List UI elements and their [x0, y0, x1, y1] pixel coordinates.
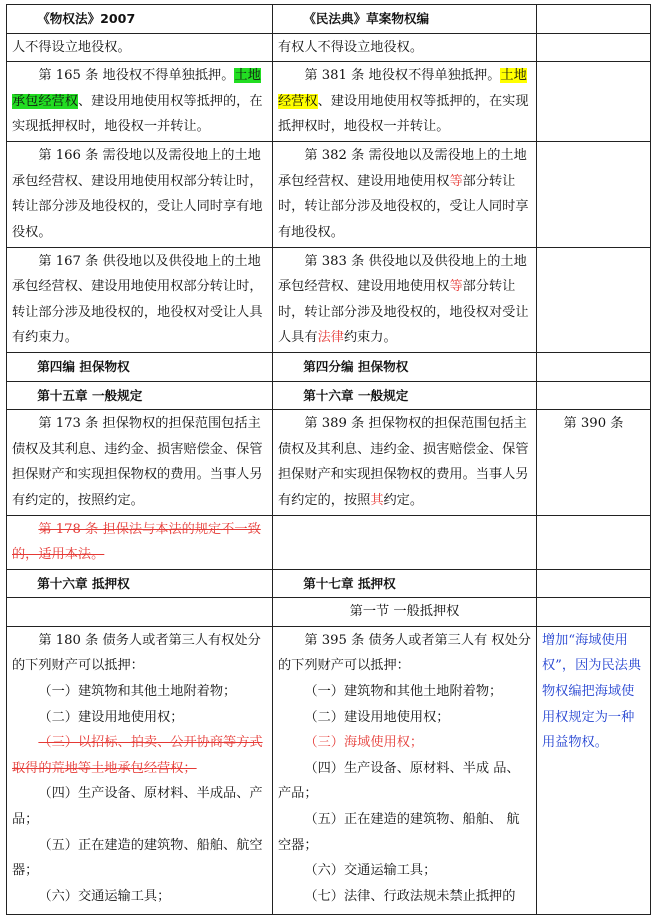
cell-note-r1 [537, 33, 651, 62]
part-heading-new: 第四分编 担保物权 [273, 352, 537, 381]
list-item: （六）交通运输工具； [38, 888, 171, 904]
list-item: （二）建设用地使用权； [38, 709, 184, 725]
list-item-deleted: （三）以招标、拍卖、公开协商等方式取得的荒地等土地承包经营权； [12, 735, 263, 776]
table-row [7, 247, 651, 352]
list-item: （一）建筑物和其他土地附着物； [304, 684, 503, 700]
table-row [7, 598, 651, 627]
chapter-heading-old: 第十五章 一般规定 [7, 381, 273, 410]
cell-note-r5 [537, 352, 651, 381]
cell-old-art180: 第 180 条 债务人或者第三人有权处分的下列财产可以抵押： （一）建筑物和其他土地附着物； （二）建设用地使用权； （三）以招标、拍卖、公开协商等方式取得的荒地等土地承包经营权； （四）生产设备、原材料、半成品、产品； （五）正在建造的建筑物、船舶、航空器； （六）交通运输工具； [7, 626, 273, 914]
list-item: （四）生产设备、原材料、半成品、产品； [12, 786, 263, 828]
cell-note-art390: 第 390 条 [537, 410, 651, 515]
cell-new-art381: 第 381 条 地役权不得单独抵押。土地经营权、建设用地使用权等抵押的，在实现抵押权时，地役权一并转让。 [273, 62, 537, 142]
cell-note-r2 [537, 62, 651, 142]
table-row [7, 62, 651, 142]
section-heading-new: 第一节 一般抵押权 [273, 598, 537, 627]
highlight-yellow: 土地经营权 [278, 68, 527, 109]
chapter-heading-new: 第十六章 一般规定 [273, 381, 537, 410]
header-notes [537, 5, 651, 34]
cell-old-art165: 第 165 条 地役权不得单独抵押。土地承包经营权、建设用地使用权等抵押的，在实现抵押权时，地役权一并转让。 [7, 62, 273, 142]
cell-old-art167: 第 167 条 供役地以及供役地上的土地承包经营权、建设用地使用权部分转让时，转让部分涉及地役权的，地役权对受让人具有约束力。 [7, 247, 273, 352]
list-item: （五）正在建造的建筑物、船舶、航空器； [12, 837, 263, 879]
table-row [7, 381, 651, 410]
table-row [7, 569, 651, 598]
chapter-heading-new-mortgage: 第十七章 抵押权 [273, 569, 537, 598]
table-row [7, 515, 651, 569]
highlight-green: 土地承包经营权 [12, 68, 261, 109]
table-header-row [7, 5, 651, 34]
cell-old-art178-deleted: 第 178 条 担保法与本法的规定不一致的，适用本法。 [7, 515, 273, 569]
cell-note-sea-use-right: 增加“海域使用权”，因为民法典物权编把海域使用权规定为一种用益物权。 [537, 626, 651, 914]
cell-new-r1: 有权人不得设立地役权。 [273, 33, 537, 62]
cell-old-r1: 人不得设立地役权。 [7, 33, 273, 62]
table-row [7, 626, 651, 914]
list-item: （六）交通运输工具； [304, 863, 437, 879]
cell-new-art382: 第 382 条 需役地以及需役地上的土地承包经营权、建设用地使用权等部分转让时，转让部分涉及地役权的，受让人同时享有地役权。 [273, 142, 537, 247]
cell-note-r4 [537, 247, 651, 352]
cell-old-art166: 第 166 条 需役地以及需役地上的土地承包经营权、建设用地使用权部分转让时，转让部分涉及地役权的，受让人同时享有地役权。 [7, 142, 273, 247]
list-item: （五）正在建造的建筑物、船舶、 航空器； [278, 812, 520, 853]
list-item-added: （三）海域使用权； [304, 735, 424, 751]
table-row [7, 142, 651, 247]
cell-old-r10 [7, 598, 273, 627]
cell-old-art173: 第 173 条 担保物权的担保范围包括主债权及其利息、违约金、损害赔偿金、保管担保财产和实现担保物权的费用。当事人另有约定的，按照约定。 [7, 410, 273, 515]
cell-new-r8 [273, 515, 537, 569]
cell-new-art389: 第 389 条 担保物权的担保范围包括主债权及其利息、违约金、损害赔偿金、保管担保财产和实现担保物权的费用。当事人另有约定的，按照其约定。 [273, 410, 537, 515]
list-item: （四）生产设备、原材料、半成 品、产品； [278, 760, 520, 802]
header-minfadian: 《民法典》草案物权编 [273, 5, 537, 34]
cell-note-r3 [537, 142, 651, 247]
comparison-table [6, 4, 651, 915]
cell-note-r9 [537, 569, 651, 598]
cell-note-r8 [537, 515, 651, 569]
header-wuquanfa: 《物权法》2007 [7, 5, 273, 34]
table-row [7, 410, 651, 515]
part-heading-old: 第四编 担保物权 [7, 352, 273, 381]
list-item: （七）法律、行政法规未禁止抵押的 [304, 888, 516, 904]
cell-note-r10 [537, 598, 651, 627]
list-item: （二）建设用地使用权； [304, 709, 450, 725]
chapter-heading-old-mortgage: 第十六章 抵押权 [7, 569, 273, 598]
table-row [7, 33, 651, 62]
cell-new-art383: 第 383 条 供役地以及供役地上的土地承包经营权、建设用地使用权等部分转让时，转让部分涉及地役权的，地役权对受让人具有法律约束力。 [273, 247, 537, 352]
cell-new-art395: 第 395 条 债务人或者第三人有 权处分的下列财产可以抵押： （一）建筑物和其他土地附着物； （二）建设用地使用权； （三）海域使用权； （四）生产设备、原材料、半成 品、产品； （五）正在建造的建筑物、船舶、 航空器； （六）交通运输工具； （七）法律、行政法规未禁止抵押的 [273, 626, 537, 914]
cell-note-r6 [537, 381, 651, 410]
table-row [7, 352, 651, 381]
list-item: （一）建筑物和其他土地附着物； [38, 684, 237, 700]
